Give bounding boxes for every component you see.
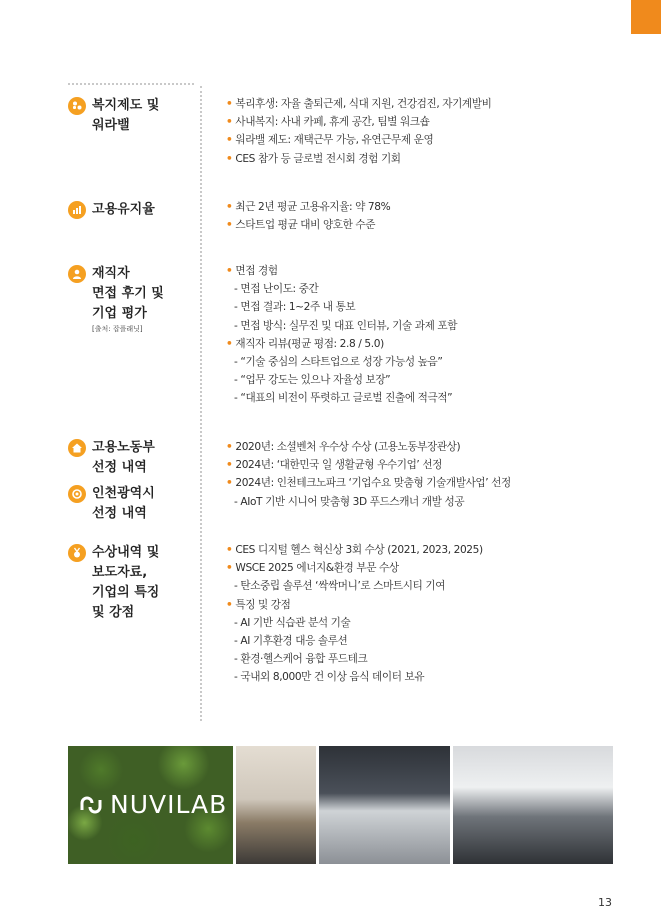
section-title-line: 워라밸	[92, 118, 130, 133]
bullet-item: • CES 디지털 헬스 혁신상 3회 수상 (2021, 2023, 2025)	[226, 544, 483, 556]
location-icon	[68, 485, 86, 503]
top-divider	[68, 83, 194, 85]
sub-item: - 국내외 8,000만 건 이상 음식 데이터 보유	[234, 671, 425, 684]
section-title-line: 및 강점	[92, 605, 135, 620]
person-icon	[68, 265, 86, 283]
nuvilab-logo	[78, 790, 227, 819]
section-title-line: 복지제도 및	[92, 98, 160, 113]
source-note: [출처: 잡플래닛]	[92, 325, 143, 333]
sub-item: - “기술 중심의 스타트업으로 성장 가능성 높음”	[234, 356, 443, 369]
section-retention-content	[226, 198, 646, 234]
sub-item: - “대표의 비전이 뚜렷하고 글로벌 진출에 적극적”	[234, 392, 453, 405]
sub-item: - 면접 난이도: 중간	[234, 283, 319, 296]
sub-item: - 면접 결과: 1~2주 내 통보	[234, 301, 356, 314]
bullet-item: • CES 참가 등 글로벌 전시회 경험 기회	[226, 152, 401, 165]
nuvilab-logo-mark	[78, 794, 104, 816]
bullet-item: • 복리후생: 자율 출퇴근제, 식대 지원, 건강검진, 자기계발비	[226, 98, 492, 110]
sub-item: - AI 기후환경 대응 솔루션	[234, 635, 348, 648]
sub-item: - “업무 강도는 있으나 자율성 보장”	[234, 374, 391, 387]
home-icon	[68, 439, 86, 457]
section-selection-label	[68, 438, 198, 524]
sub-item: - 탄소중립 솔루션 ‘싹싹머니’로 스마트시티 기여	[234, 580, 446, 593]
section-title-line: 보도자료,	[92, 565, 148, 580]
bullet-item: • 특징 및 강점	[226, 598, 291, 611]
vertical-divider	[200, 86, 202, 721]
bullet-item: • 재직자 리뷰(평균 평점: 2.8 / 5.0)	[226, 337, 384, 350]
section-review-label	[68, 264, 198, 334]
section-title-line: 고용노동부	[92, 440, 155, 455]
seminar-photo	[453, 746, 613, 864]
section-review-content	[226, 262, 646, 408]
section-title-line: 고용유지율	[92, 202, 155, 217]
section-title-line: 수상내역 및	[92, 545, 160, 560]
section-title-line: 재직자	[92, 266, 130, 281]
sub-item: - 면접 방식: 실무진 및 대표 인터뷰, 기술 과제 포함	[234, 319, 458, 332]
section-selection-content	[226, 438, 646, 511]
section-title-line: 기업의 특징	[92, 585, 160, 600]
bar-chart-icon	[68, 201, 86, 219]
medal-icon	[68, 544, 86, 562]
bullet-item: • 면접 경험	[226, 265, 278, 277]
section-title-line: 인천광역시	[92, 486, 155, 501]
bullet-item: • 2024년: ‘대한민국 일 생활균형 우수기업’ 선정	[226, 459, 443, 472]
bullet-item: • WSCE 2025 에너지&환경 부문 수상	[226, 562, 399, 575]
section-welfare-content	[226, 95, 646, 168]
section-title-line: 면접 후기 및	[92, 286, 164, 301]
bullet-item: • 최근 2년 평균 고용유지율: 약 78%	[226, 201, 391, 213]
sub-item: - AIoT 기반 시니어 맞춤형 3D 푸드스캐너 개발 성공	[234, 495, 465, 508]
sub-item: - AI 기반 식습관 분석 기술	[234, 616, 351, 629]
section-welfare-label	[68, 96, 198, 136]
bullet-item: • 2024년: 인천테크노파크 ‘기업수요 맞춤형 기술개발사업’ 선정	[226, 477, 511, 490]
office-monitor-photo	[319, 746, 450, 864]
section-title-line: 기업 평가	[92, 306, 147, 321]
bullet-item: • 2020년: 소셜벤처 우수상 수상 (고용노동부장관상)	[226, 441, 461, 453]
logo-wall-photo	[68, 746, 233, 864]
people-icon	[68, 97, 86, 115]
sub-item: - 환경·헬스케어 융합 푸드테크	[234, 653, 368, 666]
office-lounge-photo	[236, 746, 316, 864]
section-awards-label	[68, 543, 198, 623]
page-number: 13	[598, 896, 612, 909]
section-title-line: 선정 내역	[92, 460, 147, 475]
logo-text: NUVILAB	[110, 790, 228, 819]
corner-tab	[631, 0, 661, 34]
bullet-item: • 워라밸 제도: 재택근무 가능, 유연근무제 운영	[226, 134, 434, 147]
section-retention-label	[68, 200, 198, 220]
section-title-line: 선정 내역	[92, 506, 147, 521]
section-awards-content	[226, 541, 646, 687]
bullet-item: • 스타트업 평균 대비 양호한 수준	[226, 219, 376, 232]
bullet-item: • 사내복지: 사내 카페, 휴게 공간, 팀별 워크숍	[226, 116, 430, 129]
